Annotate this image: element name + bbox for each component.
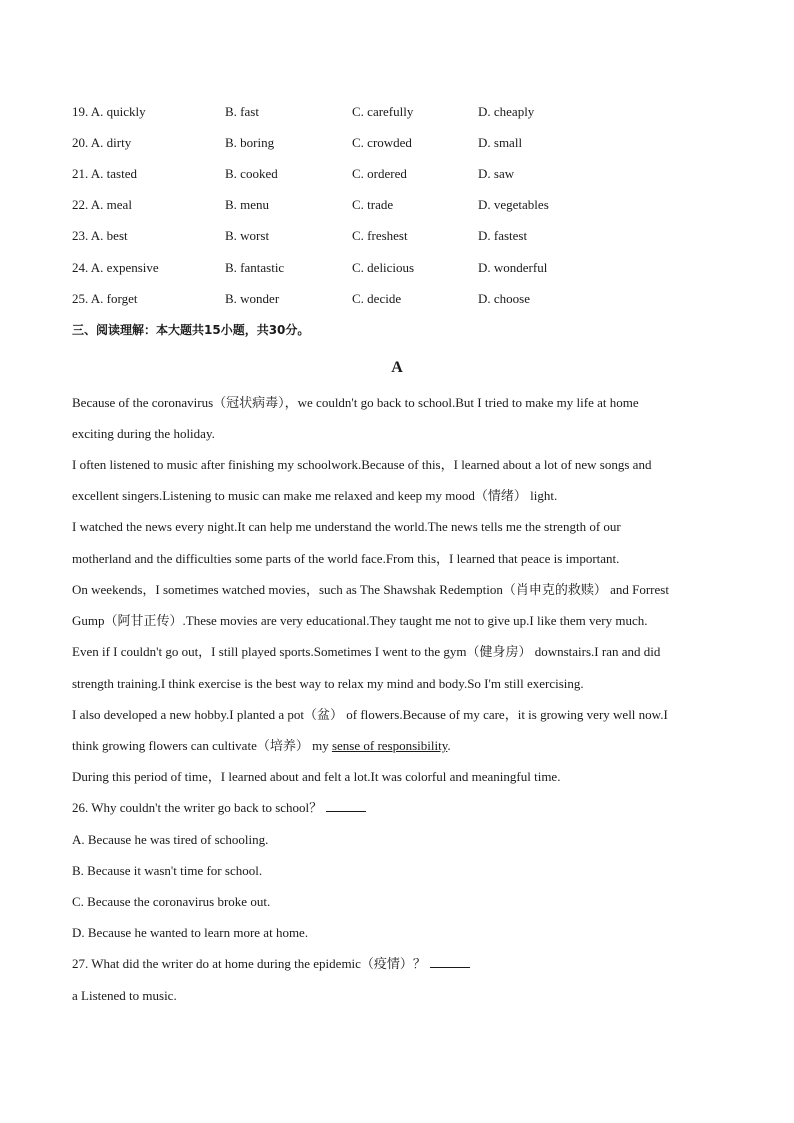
passage-title: A	[391, 359, 403, 376]
passage-line: I also developed a new hobby.I planted a pot（盆） of flowers.Because of my care，it is growing very well now.I	[72, 707, 668, 722]
option-c: C. carefully	[352, 104, 414, 119]
choice-26-d: D. Because he wanted to learn more at home.	[72, 925, 309, 940]
passage-text: think growing flowers can cultivate（培养） my	[72, 738, 332, 753]
choice-26-c: C. Because the coronavirus broke out.	[72, 894, 271, 909]
answer-blank[interactable]	[430, 955, 470, 968]
option-a: 25. A. forget	[72, 291, 138, 306]
passage-text: .	[447, 738, 451, 753]
question-27	[72, 954, 470, 974]
option-a: 19. A. quickly	[72, 104, 146, 119]
option-c: C. trade	[352, 197, 394, 212]
option-a: 21. A. tasted	[72, 166, 137, 181]
option-d: D. fastest	[478, 228, 528, 243]
passage-line: exciting during the holiday.	[72, 426, 215, 441]
option-c: C. crowded	[352, 135, 412, 150]
option-b: B. wonder	[225, 291, 280, 306]
passage-line: excellent singers.Listening to music can make me relaxed and keep my mood（情绪） light.	[72, 488, 558, 503]
option-d: D. wonderful	[478, 260, 548, 275]
option-b: B. cooked	[225, 166, 278, 181]
passage-line: strength training.I think exercise is the best way to relax my mind and body.So I'm still exercising.	[72, 676, 584, 691]
question-26	[72, 798, 366, 818]
passage-line: Because of the coronavirus（冠状病毒），we couldn't go back to school.But I tried to make my life at home	[72, 395, 639, 410]
option-a: 22. A. meal	[72, 197, 132, 212]
option-c: C. delicious	[352, 260, 415, 275]
option-c: C. ordered	[352, 166, 407, 181]
option-d: D. choose	[478, 291, 530, 306]
option-d: D. vegetables	[478, 197, 549, 212]
question-text: 26. Why couldn't the writer go back to school？	[72, 800, 323, 815]
option-b: B. worst	[225, 228, 270, 243]
choice-27-a: a Listened to music.	[72, 988, 177, 1003]
passage-line: Even if I couldn't go out，I still played sports.Sometimes I went to the gym（健身房） downstairs.I ran and did	[72, 644, 661, 659]
passage-line: Gump（阿甘正传）.These movies are very educational.They taught me not to give up.I like them very much.	[72, 613, 648, 628]
option-b: B. fast	[225, 104, 259, 119]
option-c: C. freshest	[352, 228, 408, 243]
option-a: 23. A. best	[72, 228, 128, 243]
option-d: D. cheaply	[478, 104, 535, 119]
passage-line: I watched the news every night.It can help me understand the world.The news tells me the strength of our	[72, 519, 621, 534]
option-b: B. menu	[225, 197, 270, 212]
answer-blank[interactable]	[326, 799, 366, 812]
option-a: 24. A. expensive	[72, 260, 159, 275]
choice-26-a: A. Because he was tired of schooling.	[72, 832, 269, 847]
option-c: C. decide	[352, 291, 402, 306]
underlined-phrase: sense of responsibility	[331, 738, 448, 753]
option-b: B. fantastic	[225, 260, 285, 275]
passage-line: I often listened to music after finishing my schoolwork.Because of this，I learned about a lot of new songs and	[72, 457, 652, 472]
option-b: B. boring	[225, 135, 275, 150]
option-d: D. small	[478, 135, 523, 150]
passage-line: motherland and the difficulties some parts of the world face.From this，I learned that peace is important.	[72, 551, 620, 566]
passage-line	[72, 736, 451, 756]
section-heading: 三、阅读理解：本大题共15小题，共30分。	[72, 323, 310, 337]
passage-line: On weekends，I sometimes watched movies，such as The Shawshak Redemption（肖申克的救赎） and Forrest	[72, 582, 669, 597]
option-a: 20. A. dirty	[72, 135, 132, 150]
passage-line: During this period of time，I learned about and felt a lot.It was colorful and meaningful time.	[72, 769, 561, 784]
question-text: 27. What did the writer do at home during the epidemic（疫情）？	[72, 956, 426, 971]
choice-26-b: B. Because it wasn't time for school.	[72, 863, 263, 878]
option-d: D. saw	[478, 166, 515, 181]
